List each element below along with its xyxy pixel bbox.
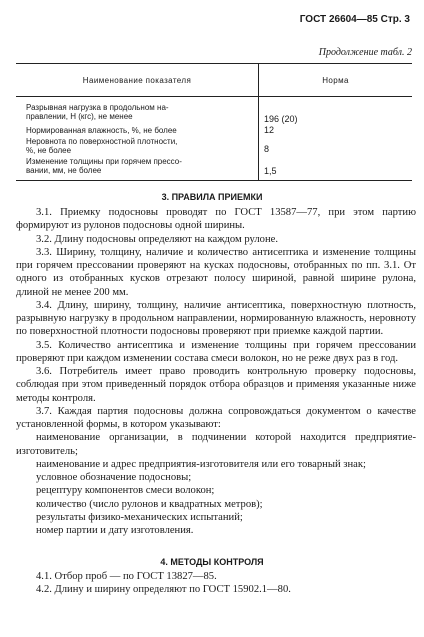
list-item: количество (число рулонов и квадратных метров); [36, 498, 263, 510]
row-value: 12 [264, 125, 275, 135]
clause-3-2: 3.2. Длину подосновы определяют на каждом рулоне. [36, 233, 278, 245]
clause-4-1: 4.1. Отбор проб — по ГОСТ 13827—85. [36, 571, 217, 582]
column-header-norm: Норма [259, 64, 413, 97]
table-row [16, 97, 412, 125]
section-4-title: 4. МЕТОДЫ КОНТРОЛЯ [160, 557, 264, 567]
table-row [16, 124, 412, 135]
clause-3-4: 3.4. Длину, ширину, толщину, наличие антисептика, поверхностную плотность, разрывную нагрузку в продольном направлении, нормированную влажность, неровноту по поверхностной плотности подосновы проверяют при приемке каждой партии. [16, 299, 416, 338]
clause-3-5: 3.5. Количество антисептика и изменение толщины при горячем прессовании проверяют при каждом изменении состава смеси волокон, но не реже двух раз в год. [16, 339, 416, 364]
row-value: 196 (20) [264, 114, 298, 124]
row-name: Изменение толщины при горячем прессо- вании, мм, не более [16, 155, 259, 181]
list-item: результаты физико-механических испытаний; [36, 511, 243, 523]
column-header-name: Наименование показателя [16, 64, 259, 97]
clause-4-2: 4.2. Длину и ширину определяют по ГОСТ 15902.1—80. [36, 584, 291, 596]
table-header-row [16, 64, 412, 97]
table-continuation-label: Продолжение табл. 2 [318, 47, 412, 58]
list-item: наименование и адрес предприятия-изготовителя или его товарный знак; [36, 458, 366, 470]
row-value: 1,5 [259, 155, 413, 181]
section-4-body [16, 570, 416, 597]
row-name: Разрывная нагрузка в продольном на- правлении, Н (кгс), не менее [16, 97, 259, 125]
indicators-table [16, 63, 412, 181]
clause-3-7: 3.7. Каждая партия подосновы должна сопровождаться документом о качестве установленной формы, в котором указывают: [16, 405, 416, 430]
clause-3-6: 3.6. Потребитель имеет право проводить контрольную проверку подосновы, соблюдая при этом приведенный порядок отбора образцов и применяя указанные ниже методы контроля. [16, 366, 416, 404]
row-name: Нормированная влажность, %, не более [16, 124, 259, 135]
list-item: условное обозначение подосновы; [36, 472, 192, 483]
list-item: номер партии и дату изготовления. [36, 525, 194, 536]
page-header: ГОСТ 26604—85 Стр. 3 [299, 14, 410, 25]
clause-3-3: 3.3. Ширину, толщину, наличие и количество антисептика и изменение толщины при горячем прессовании проверяют на кусках подосновы, отобранных по пп. 3.1. От одного из отобранных кусков отрезают полосу шириной, равной ширине рулона, длиной не менее 200 мм. [16, 246, 416, 298]
row-name: Неровнота по поверхностной плотности, %, не более [16, 135, 259, 155]
table-row [16, 135, 412, 155]
section-3-body [16, 206, 416, 537]
table-row [16, 155, 412, 181]
list-item: наименование организации, в подчинении которой находится предприятие-изготовитель; [16, 432, 416, 457]
clause-3-1: 3.1. Приемку подосновы проводят по ГОСТ 13587—77, при этом партию формируют из рулонов подосновы одной ширины. [16, 207, 416, 232]
list-item: рецептуру компонентов смеси волокон; [36, 485, 215, 497]
row-value: 8 [264, 144, 270, 154]
section-3-title: 3. ПРАВИЛА ПРИЕМКИ [161, 192, 263, 202]
